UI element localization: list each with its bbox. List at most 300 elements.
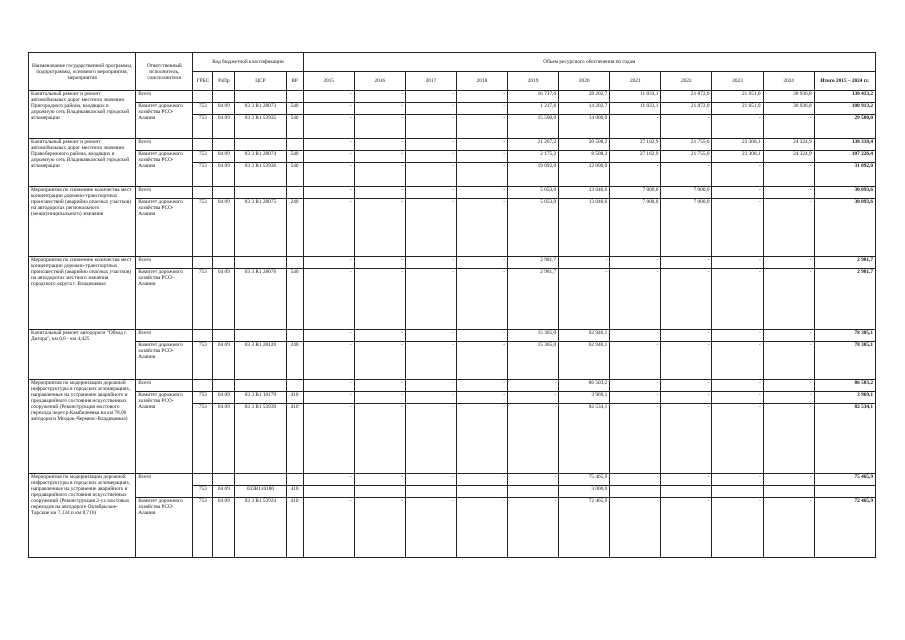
table-row xyxy=(29,269,876,330)
year-value-cell: - xyxy=(354,187,405,199)
year-value-cell: 2 981,7 xyxy=(508,269,559,330)
year-value-cell: 3 969,1 xyxy=(559,392,610,404)
measure-name: Капитальный ремонт и ремонт автомобильных дорог местного значения Правобережного района, входящих в дорожную сеть Владикавказской городской агломерации xyxy=(29,139,136,187)
year-value-cell: - xyxy=(303,380,354,392)
table-row xyxy=(29,342,876,380)
rzpr-cell xyxy=(213,91,235,103)
year-value-cell: - xyxy=(354,330,405,342)
year-value-cell: - xyxy=(354,342,405,380)
measure-name: Капитальный ремонт автодороги "Обход г. Дигора", км 0,0 - км 4,425 xyxy=(29,330,136,380)
year-value-cell: - xyxy=(405,115,456,139)
year-value-cell: - xyxy=(456,269,507,330)
year-value-cell: 30 936,8 xyxy=(763,91,814,103)
csr-cell xyxy=(235,257,286,269)
year-value-cell: 2 981,7 xyxy=(508,257,559,269)
year-value-cell: - xyxy=(405,330,456,342)
csr-cell: 03 3 R1 28076 xyxy=(235,269,286,330)
year-value-cell: - xyxy=(712,115,763,139)
year-value-cell: 15 365,0 xyxy=(508,342,559,380)
year-value-cell: 21 872,0 xyxy=(661,103,712,115)
total-cell: 2 981,7 xyxy=(814,269,875,330)
executor-cell: Всего xyxy=(136,91,193,103)
year-value-cell: 13 040,6 xyxy=(559,187,610,199)
year-value-cell: 23 308,1 xyxy=(712,151,763,163)
year-value-cell: - xyxy=(354,498,405,558)
table-row xyxy=(29,103,876,115)
year-value-cell: 21 267,2 xyxy=(508,139,559,151)
year-value-cell: 75 465,9 xyxy=(559,474,610,486)
year-value-cell: - xyxy=(661,330,712,342)
year-value-cell: - xyxy=(303,269,354,330)
year-value-cell: - xyxy=(456,474,507,486)
vr-cell xyxy=(286,474,303,486)
year-value-cell xyxy=(508,486,559,498)
year-value-cell: - xyxy=(303,91,354,103)
header-year: 2018 xyxy=(456,72,507,91)
executor-cell: Комитет дорожного хозяйства РСО-Алания xyxy=(136,269,193,330)
year-value-cell: - xyxy=(303,392,354,404)
total-cell: 2 981,7 xyxy=(814,257,875,269)
grbs-cell xyxy=(193,257,213,269)
year-value-cell: 82 534,1 xyxy=(559,404,610,474)
year-value-cell: - xyxy=(661,269,712,330)
table-row xyxy=(29,139,876,151)
grbs-cell: 753 xyxy=(193,163,213,187)
csr-cell: 03 3 R1 53939 xyxy=(235,404,286,474)
header-year: 2024 xyxy=(763,72,814,91)
year-value-cell: - xyxy=(456,498,507,558)
grbs-cell: 753 xyxy=(193,404,213,474)
year-value-cell: - xyxy=(661,163,712,187)
year-value-cell: - xyxy=(303,404,354,474)
table-row xyxy=(29,380,876,392)
year-value-cell: - xyxy=(354,139,405,151)
csr-cell: 03 3 R1 53924 xyxy=(235,498,286,558)
year-value-cell: - xyxy=(303,103,354,115)
year-value-cell xyxy=(456,486,507,498)
year-value-cell: - xyxy=(763,474,814,486)
header-year: 2015 xyxy=(303,72,354,91)
year-value-cell: - xyxy=(405,91,456,103)
year-value-cell: - xyxy=(661,257,712,269)
grbs-cell: 753 xyxy=(193,498,213,558)
csr-cell xyxy=(235,187,286,199)
year-value-cell: 30 936,8 xyxy=(763,103,814,115)
year-value-cell: - xyxy=(610,474,661,486)
total-cell: 82 534,1 xyxy=(814,404,875,474)
grbs-cell: 753 xyxy=(193,486,213,498)
measure-name: Мероприятия по снижению количества мест концентрации дорожно-транспортных происшествий (аварийно опасных участков) на автодорогах местного значения городского округа г. Владикавказ xyxy=(29,257,136,330)
year-value-cell: - xyxy=(712,392,763,404)
measure-name: Капитальный ремонт и ремонт автомобильных дорог местного значения Пригородного района, входящих в дорожную сеть Владикавказской городской агломерации xyxy=(29,91,136,139)
executor-cell: Комитет дорожного хозяйства РСО-Алания xyxy=(136,342,193,380)
vr-cell: 540 xyxy=(286,151,303,163)
year-value-cell: 19 092,0 xyxy=(508,163,559,187)
year-value-cell: - xyxy=(712,269,763,330)
header-year: 2021 xyxy=(610,72,661,91)
year-value-cell: - xyxy=(610,269,661,330)
csr-cell: 033R110180 xyxy=(235,486,286,498)
csr-cell xyxy=(235,330,286,342)
year-value-cell: 5 053,0 xyxy=(508,199,559,257)
vr-cell xyxy=(286,380,303,392)
year-value-cell: - xyxy=(405,103,456,115)
csr-cell: 03 3 R1 10179 xyxy=(235,392,286,404)
year-value-cell: 3 000,0 xyxy=(559,486,610,498)
header-year: 2020 xyxy=(559,72,610,91)
year-value-cell: - xyxy=(456,163,507,187)
vr-cell: 540 xyxy=(286,115,303,139)
table-row xyxy=(29,151,876,163)
grbs-cell xyxy=(193,380,213,392)
csr-cell: 03 3 R1 53935 xyxy=(235,115,286,139)
rzpr-cell: 04 09 xyxy=(213,199,235,257)
total-cell: 86 503,2 xyxy=(814,380,875,392)
year-value-cell: - xyxy=(559,269,610,330)
year-value-cell: 7 000,0 xyxy=(661,199,712,257)
executor-cell: Всего xyxy=(136,474,193,498)
vr-cell: 540 xyxy=(286,269,303,330)
year-value-cell: 21 755,0 xyxy=(661,139,712,151)
rzpr-cell: 04 09 xyxy=(213,151,235,163)
total-cell xyxy=(814,486,875,498)
year-value-cell: 12 000,0 xyxy=(559,163,610,187)
csr-cell xyxy=(235,474,286,486)
year-value-cell: - xyxy=(405,404,456,474)
year-value-cell: 86 503,2 xyxy=(559,380,610,392)
table-row xyxy=(29,474,876,486)
year-value-cell: - xyxy=(610,342,661,380)
vr-cell: 240 xyxy=(286,199,303,257)
year-value-cell: - xyxy=(405,392,456,404)
year-value-cell: - xyxy=(763,115,814,139)
year-value-cell: - xyxy=(354,380,405,392)
rzpr-cell: 04 09 xyxy=(213,392,235,404)
grbs-cell: 753 xyxy=(193,103,213,115)
rzpr-cell: 04 09 xyxy=(213,163,235,187)
year-value-cell: - xyxy=(712,474,763,486)
vr-cell xyxy=(286,91,303,103)
grbs-cell xyxy=(193,330,213,342)
year-value-cell: - xyxy=(763,199,814,257)
year-value-cell: - xyxy=(661,115,712,139)
year-value-cell: - xyxy=(712,380,763,392)
table-row xyxy=(29,91,876,103)
budget-table-sheet xyxy=(28,52,876,558)
executor-cell: Комитет дорожного хозяйства РСО-Алания xyxy=(136,392,193,474)
year-value-cell: - xyxy=(456,404,507,474)
year-value-cell: 15 500,0 xyxy=(508,115,559,139)
table-row xyxy=(29,199,876,257)
year-value-cell xyxy=(405,486,456,498)
measure-name: Мероприятия по снижению количества мест концентрации дорожно-транспортных происшествий (аварийно опасных участков) на автодорогах регионального (межмуниципального) значения xyxy=(29,187,136,257)
year-value-cell: - xyxy=(354,257,405,269)
vr-cell xyxy=(286,139,303,151)
year-value-cell: - xyxy=(354,269,405,330)
year-value-cell: - xyxy=(405,474,456,486)
grbs-cell xyxy=(193,474,213,486)
year-value-cell: - xyxy=(456,187,507,199)
year-value-cell: 23 308,1 xyxy=(712,139,763,151)
year-value-cell: - xyxy=(712,199,763,257)
header-csr: ЦСР xyxy=(235,72,286,91)
executor-cell: Всего xyxy=(136,187,193,199)
csr-cell xyxy=(235,139,286,151)
rzpr-cell: 04 09 xyxy=(213,342,235,380)
year-value-cell: 62 940,1 xyxy=(559,342,610,380)
year-value-cell: 14 202,7 xyxy=(559,103,610,115)
executor-cell: Всего xyxy=(136,257,193,269)
year-value-cell: - xyxy=(712,342,763,380)
vr-cell: 540 xyxy=(286,163,303,187)
total-cell: 29 500,0 xyxy=(814,115,875,139)
year-value-cell: - xyxy=(354,151,405,163)
rzpr-cell: 04 09 xyxy=(213,404,235,474)
year-value-cell: - xyxy=(763,342,814,380)
year-value-cell: - xyxy=(354,199,405,257)
year-value-cell: 21 755,0 xyxy=(661,151,712,163)
year-value-cell xyxy=(661,486,712,498)
table-body xyxy=(29,91,876,558)
year-value-cell: - xyxy=(405,151,456,163)
year-value-cell: - xyxy=(456,91,507,103)
year-value-cell: - xyxy=(405,163,456,187)
header-year: 2022 xyxy=(661,72,712,91)
year-value-cell: - xyxy=(712,404,763,474)
year-value-cell: - xyxy=(661,498,712,558)
resource-table xyxy=(28,52,876,558)
year-value-cell: - xyxy=(354,392,405,404)
year-value-cell: - xyxy=(508,392,559,404)
year-value-cell: - xyxy=(303,330,354,342)
year-value-cell: - xyxy=(405,342,456,380)
year-value-cell: - xyxy=(354,115,405,139)
rzpr-cell: 04 09 xyxy=(213,269,235,330)
year-value-cell: - xyxy=(405,380,456,392)
measure-name: Мероприятия по модернизации дорожной инфраструктуры в городских агломерациях, направленные на устранение аварийного и предаварийного состояния искусственных сооружений (Реконструкция мостового перехода через р.Камбилеевка на км 78,06 автодороги Моздок-Черменс-Владикавказ) xyxy=(29,380,136,474)
year-value-cell: 27 162,9 xyxy=(610,151,661,163)
year-value-cell: 15 365,0 xyxy=(508,330,559,342)
executor-cell: Комитет дорожного хозяйства РСО-Алания xyxy=(136,199,193,257)
year-value-cell: - xyxy=(303,498,354,558)
year-value-cell: 62 940,1 xyxy=(559,330,610,342)
executor-cell: Всего xyxy=(136,139,193,151)
year-value-cell: - xyxy=(763,163,814,187)
year-value-cell: - xyxy=(456,380,507,392)
year-value-cell: 21 651,0 xyxy=(712,103,763,115)
year-value-cell: - xyxy=(712,163,763,187)
year-value-cell: - xyxy=(303,474,354,486)
total-cell: 138 318,4 xyxy=(814,139,875,151)
header-executor: Ответственный исполнитель, соисполнители xyxy=(136,53,193,91)
year-value-cell: - xyxy=(354,91,405,103)
year-value-cell: 2 175,2 xyxy=(508,151,559,163)
year-value-cell: - xyxy=(610,392,661,404)
year-value-cell: - xyxy=(456,330,507,342)
total-cell: 31 092,0 xyxy=(814,163,875,187)
vr-cell xyxy=(286,330,303,342)
year-value-cell: 16 717,6 xyxy=(508,91,559,103)
rzpr-cell: 04 09 xyxy=(213,486,235,498)
year-value-cell: - xyxy=(303,139,354,151)
year-value-cell: - xyxy=(456,151,507,163)
year-value-cell: - xyxy=(303,187,354,199)
year-value-cell: - xyxy=(405,139,456,151)
year-value-cell: 21 651,0 xyxy=(712,91,763,103)
year-value-cell: 7 000,0 xyxy=(661,187,712,199)
rzpr-cell: 04 09 xyxy=(213,103,235,115)
year-value-cell: - xyxy=(610,115,661,139)
grbs-cell xyxy=(193,91,213,103)
table-row xyxy=(29,257,876,269)
csr-cell: 03 3 R1 53936 xyxy=(235,163,286,187)
year-value-cell: 21 872,0 xyxy=(661,91,712,103)
year-value-cell: 72 465,9 xyxy=(559,498,610,558)
total-cell: 75 465,9 xyxy=(814,474,875,486)
year-value-cell xyxy=(610,486,661,498)
year-value-cell: - xyxy=(763,392,814,404)
year-value-cell: - xyxy=(661,392,712,404)
year-value-cell: 7 000,0 xyxy=(610,187,661,199)
total-cell: 100 913,2 xyxy=(814,103,875,115)
table-row xyxy=(29,498,876,558)
year-value-cell: - xyxy=(661,342,712,380)
year-value-cell: - xyxy=(610,163,661,187)
vr-cell xyxy=(286,257,303,269)
executor-cell: Комитет дорожного хозяйства РСО-Алания xyxy=(136,498,193,558)
year-value-cell: - xyxy=(405,187,456,199)
year-value-cell: - xyxy=(456,139,507,151)
year-value-cell: - xyxy=(763,330,814,342)
year-value-cell: - xyxy=(405,199,456,257)
year-value-cell: - xyxy=(405,269,456,330)
total-cell: 30 093,6 xyxy=(814,187,875,199)
year-value-cell: - xyxy=(610,330,661,342)
csr-cell xyxy=(235,380,286,392)
year-value-cell: 11 033,1 xyxy=(610,91,661,103)
year-value-cell: 28 202,7 xyxy=(559,91,610,103)
year-value-cell: - xyxy=(303,199,354,257)
vr-cell: 410 xyxy=(286,392,303,404)
rzpr-cell xyxy=(213,380,235,392)
header-year: 2023 xyxy=(712,72,763,91)
year-value-cell: 27 162,9 xyxy=(610,139,661,151)
year-value-cell: - xyxy=(354,474,405,486)
year-value-cell: - xyxy=(456,103,507,115)
vr-cell xyxy=(286,187,303,199)
year-value-cell: 1 217,6 xyxy=(508,103,559,115)
header-name: Наименование государственной программы, подпрограммы, основного мероприятия, мероприятия xyxy=(29,53,136,91)
year-value-cell: - xyxy=(303,163,354,187)
header-grbs: ГРБС xyxy=(193,72,213,91)
vr-cell: 240 xyxy=(286,342,303,380)
year-value-cell: - xyxy=(661,404,712,474)
year-value-cell: - xyxy=(610,404,661,474)
year-value-cell: - xyxy=(354,163,405,187)
year-value-cell: 14 000,0 xyxy=(559,115,610,139)
year-value-cell: - xyxy=(508,474,559,486)
year-value-cell: - xyxy=(763,404,814,474)
year-value-cell: - xyxy=(508,498,559,558)
year-value-cell: - xyxy=(303,151,354,163)
csr-cell: 03 3 R1 28120 xyxy=(235,342,286,380)
total-cell: 130 413,2 xyxy=(814,91,875,103)
executor-cell: Комитет дорожного хозяйства РСО-Алания xyxy=(136,151,193,187)
rzpr-cell xyxy=(213,474,235,486)
year-value-cell xyxy=(354,486,405,498)
year-value-cell: - xyxy=(763,380,814,392)
total-cell: 30 093,6 xyxy=(814,199,875,257)
year-value-cell: - xyxy=(712,330,763,342)
header-year: 2019 xyxy=(508,72,559,91)
table-row xyxy=(29,392,876,404)
year-value-cell: 24 324,9 xyxy=(763,151,814,163)
header-year: 2016 xyxy=(354,72,405,91)
year-value-cell xyxy=(712,486,763,498)
csr-cell xyxy=(235,91,286,103)
year-value-cell xyxy=(763,486,814,498)
csr-cell: 03 3 R1 28074 xyxy=(235,151,286,163)
vr-cell: 410 xyxy=(286,404,303,474)
vr-cell: 410 xyxy=(286,486,303,498)
rzpr-cell xyxy=(213,330,235,342)
year-value-cell: - xyxy=(661,474,712,486)
rzpr-cell: 04 09 xyxy=(213,115,235,139)
table-row xyxy=(29,187,876,199)
total-cell: 107 226,4 xyxy=(814,151,875,163)
table-row xyxy=(29,330,876,342)
year-value-cell: - xyxy=(303,342,354,380)
year-value-cell: - xyxy=(456,115,507,139)
year-value-cell: - xyxy=(763,269,814,330)
year-value-cell: - xyxy=(763,257,814,269)
year-value-cell: - xyxy=(405,257,456,269)
year-value-cell: - xyxy=(456,392,507,404)
year-value-cell: - xyxy=(508,404,559,474)
rzpr-cell xyxy=(213,139,235,151)
executor-cell: Всего xyxy=(136,330,193,342)
header-vr: ВР xyxy=(286,72,303,91)
year-value-cell: 24 324,9 xyxy=(763,139,814,151)
rzpr-cell xyxy=(213,257,235,269)
year-value-cell: - xyxy=(712,187,763,199)
rzpr-cell: 04 09 xyxy=(213,498,235,558)
year-value-cell: - xyxy=(763,187,814,199)
year-value-cell: 7 000,0 xyxy=(610,199,661,257)
year-value-cell: 13 040,6 xyxy=(559,199,610,257)
year-value-cell: - xyxy=(712,257,763,269)
grbs-cell xyxy=(193,187,213,199)
year-value-cell: - xyxy=(456,199,507,257)
year-value-cell: - xyxy=(763,498,814,558)
header-year: 2017 xyxy=(405,72,456,91)
year-value-cell: - xyxy=(405,498,456,558)
total-cell: 72 465,9 xyxy=(814,498,875,558)
year-value-cell: 5 053,0 xyxy=(508,187,559,199)
year-value-cell: - xyxy=(354,103,405,115)
executor-cell: Комитет дорожного хозяйства РСО-Алания xyxy=(136,103,193,139)
year-value-cell: - xyxy=(610,380,661,392)
grbs-cell: 753 xyxy=(193,199,213,257)
year-value-cell: - xyxy=(303,257,354,269)
grbs-cell: 753 xyxy=(193,115,213,139)
year-value-cell: - xyxy=(661,380,712,392)
year-value-cell: 8 508,2 xyxy=(559,151,610,163)
year-value-cell: 11 033,1 xyxy=(610,103,661,115)
year-value-cell: - xyxy=(303,115,354,139)
year-value-cell: - xyxy=(354,404,405,474)
grbs-cell: 753 xyxy=(193,151,213,163)
